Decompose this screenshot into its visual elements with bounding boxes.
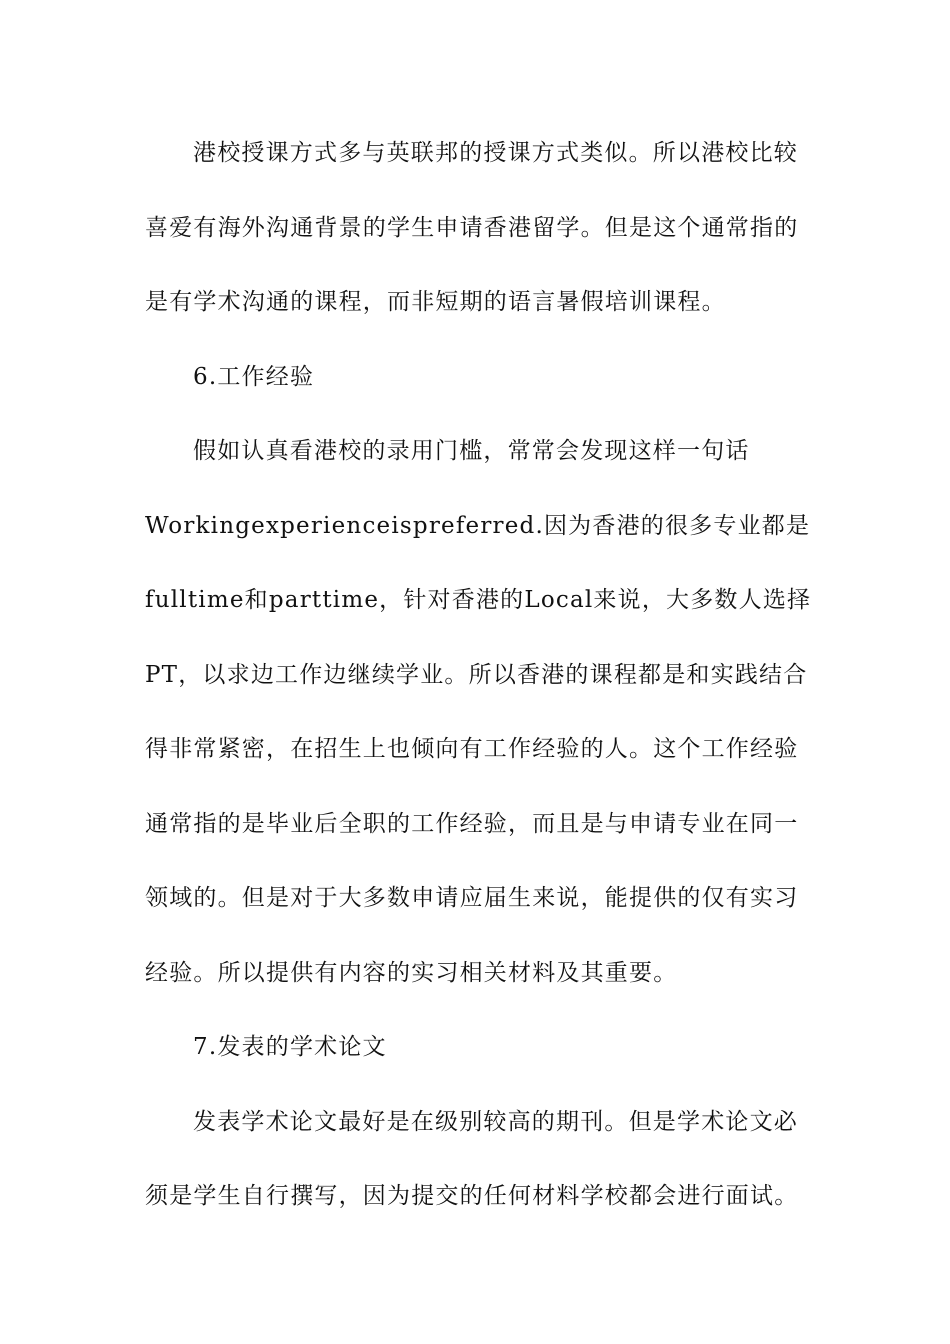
paragraph-line: 得非常紧密，在招生上也倾向有工作经验的人。这个工作经验 [145,736,799,762]
paragraph-line: 领域的。但是对于大多数申请应届生来说，能提供的仅有实习 [145,885,799,911]
paragraph-line: 是有学术沟通的课程，而非短期的语言暑假培训课程。 [145,289,726,315]
paragraph-line: PT，以求边工作边继续学业。所以香港的课程都是和实践结合 [145,661,808,688]
paragraph-line: Workingexperienceispreferred.因为香港的很多专业都是 [145,512,811,539]
paragraph-line: 港校授课方式多与英联邦的授课方式类似。所以港校比较 [193,140,798,166]
paragraph-line: 须是学生自行撰写，因为提交的任何材料学校都会进行面试。 [145,1183,799,1209]
paragraph-line: 发表学术论文最好是在级别较高的期刊。但是学术论文必 [193,1108,798,1135]
paragraph-line: fulltime和parttime，针对香港的Local来说，大多数人选择 [145,587,812,613]
paragraph-line: 喜爱有海外沟通背景的学生申请香港留学。但是这个通常指的 [145,214,799,241]
document-body [145,133,812,1251]
section-heading: 7.发表的学术论文 [193,1034,387,1060]
section-heading: 6.工作经验 [193,363,315,390]
paragraph-line: 假如认真看港校的录用门槛，常常会发现这样一句话 [193,438,750,464]
paragraph-line: 通常指的是毕业后全职的工作经验，而且是与申请专业在同一 [145,810,799,837]
paragraph-line: 经验。所以提供有内容的实习相关材料及其重要。 [145,959,678,986]
